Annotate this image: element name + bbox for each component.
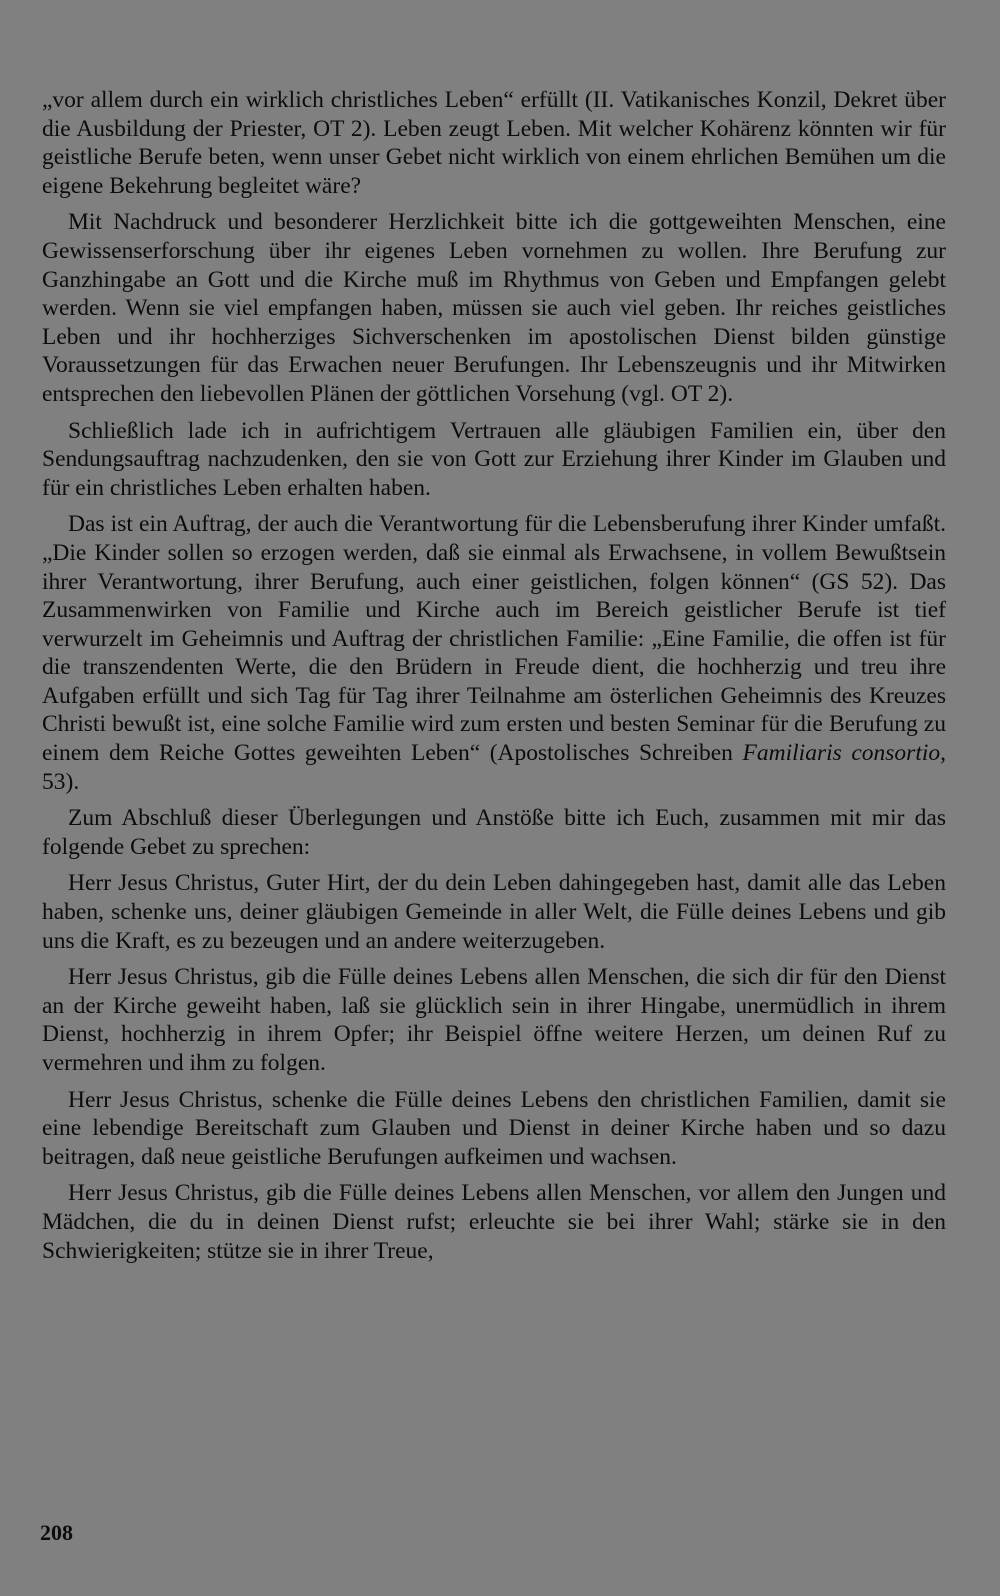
page-body — [42, 86, 946, 1273]
page-number: 208 — [40, 1520, 73, 1545]
paragraph-5: Zum Abschluß dieser Überlegungen und Anstöße bitte ich Euch, zusammen mit mir das folgende Gebet zu sprechen: — [42, 805, 946, 860]
prayer-paragraph-3: Herr Jesus Christus, schenke die Fülle deines Lebens den christlichen Familien, damit sie eine lebendige Bereitschaft zum Glauben und Dienst in deiner Kirche haben und so dazu beitragen, daß neue geistliche Berufungen aufkeimen und wachsen. — [42, 1086, 946, 1170]
prayer-paragraph-1: Herr Jesus Christus, Guter Hirt, der du dein Leben dahingegeben hast, damit alle das Leben haben, schenke uns, deiner gläubigen Gemeinde in aller Welt, die Fülle deines Lebens und gib uns die Kraft, es zu bezeugen und an andere weiterzugeben. — [42, 870, 946, 954]
citation-number: 53). — [42, 768, 80, 795]
citation-title: Familiaris consortio, — [742, 740, 947, 767]
prayer-paragraph-4: Herr Jesus Christus, gib die Fülle deines Lebens allen Menschen, vor allem den Jungen und Mädchen, die du in deinen Dienst rufst; erleuchte sie bei ihrer Wahl; stärke sie in den Schwierigkeiten; stütze sie in ihrer Treue, — [42, 1180, 946, 1264]
paragraph-3: Schließlich lade ich in aufrichtigem Vertrauen alle gläubigen Familien ein, über den Sendungsauftrag nachzudenken, den sie von Gott zur Erziehung ihrer Kinder im Glauben und für ein christliches Leben erhalten haben. — [42, 417, 946, 501]
prayer-paragraph-2: Herr Jesus Christus, gib die Fülle deines Lebens allen Menschen, die sich dir für den Dienst an der Kirche geweiht haben, laß sie glücklich sein in ihrer Hingabe, unermüdlich in ihrem Dienst, hochherzig in ihrem Opfer; ihr Beispiel öffne weitere Herzen, um deinen Ruf zu vermehren und ihm zu folgen. — [42, 964, 946, 1076]
paragraph-4-text: Das ist ein Auftrag, der auch die Verantwortung für die Lebensberufung ihrer Kinder umfaßt. „Die Kinder sollen so erzogen werden, daß sie einmal als Erwachsene, in vollem Bewußtsein ihrer Verantwortung, ihrer Berufung, auch einer geistlichen, folgen können“ (GS 52). Das Zusammenwirken von Familie und Kirche auch im Bereich geistlicher Berufe ist tief verwurzelt im Geheimnis und Auftrag der christlichen Familie: „Eine Familie, die offen ist für die transzendenten Werte, die den Brüdern in Freude dient, die hochherzig und treu ihre Aufgaben erfüllt und sich Tag für Tag ihrer Teilnahme am österlichen Geheimnis des Kreuzes Christi bewußt ist, eine solche Familie wird zum ersten und besten Seminar für die Berufung zu einem dem Reiche Gottes geweihten Leben“ (Apostolisches Schreiben — [42, 511, 946, 767]
paragraph-4 — [42, 510, 946, 796]
paragraph-2: Mit Nachdruck und besonderer Herzlichkeit bitte ich die gottgeweihten Menschen, eine Gewissenserforschung über ihr eigenes Leben vornehmen zu wollen. Ihre Berufung zur Ganzhingabe an Gott und die Kirche muß im Rhythmus von Geben und Empfangen gelebt werden. Wenn sie viel empfangen haben, müssen sie auch viel geben. Ihr reiches geistliches Leben und ihr hochherziges Sichverschenken im apostolischen Dienst bilden günstige Voraussetzungen für das Erwachen neuer Berufungen. Ihr Lebenszeugnis und ihr Mitwirken entsprechen den liebevollen Plänen der göttlichen Vorsehung (vgl. OT 2). — [42, 209, 946, 407]
paragraph-1: „vor allem durch ein wirklich christliches Leben“ erfüllt (II. Vatikanisches Konzil, Dekret über die Ausbildung der Priester, OT 2). Leben zeugt Leben. Mit welcher Kohärenz könnten wir für geistliche Berufe beten, wenn unser Gebet nicht wirklich von einem ehrlichen Bemühen um die eigene Bekehrung begleitet wäre? — [42, 87, 946, 199]
